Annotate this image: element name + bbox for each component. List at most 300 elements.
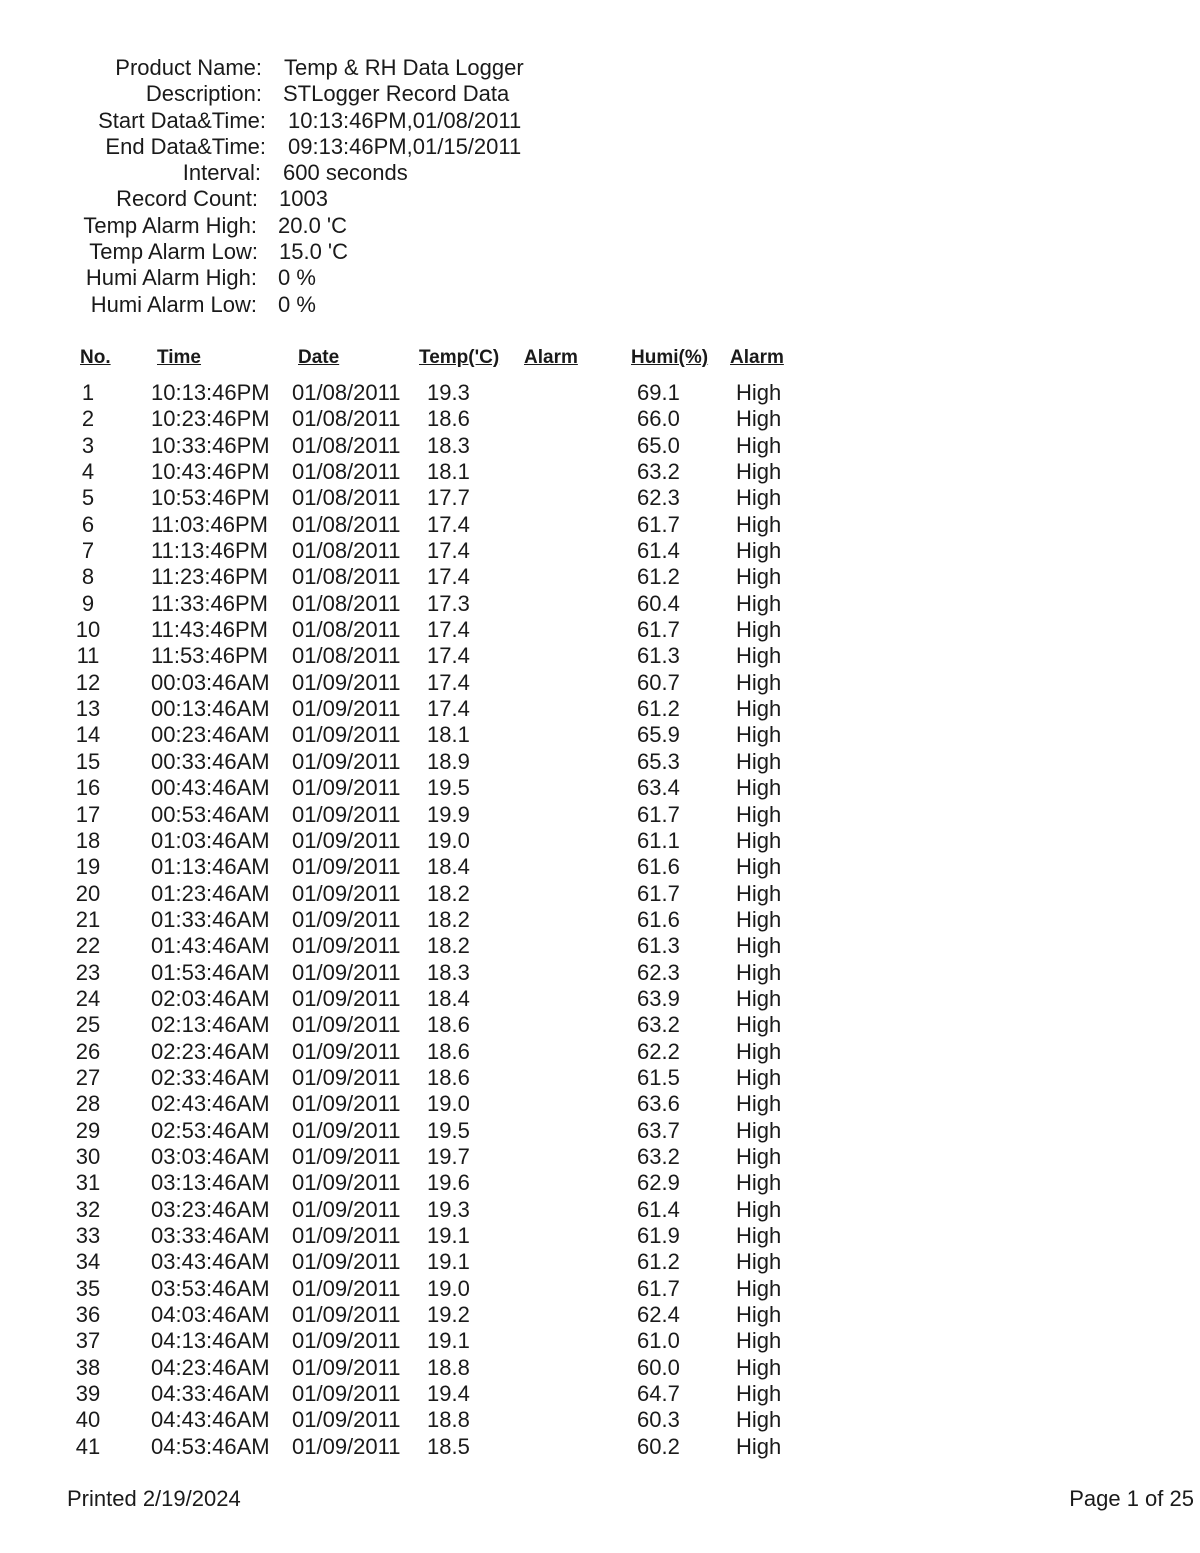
meta-row [0, 186, 700, 212]
cell-time: 11:33:46PM [151, 590, 269, 616]
table-row [0, 907, 900, 933]
header-no: No. [80, 347, 111, 368]
cell-date: 01/09/2011 [292, 1354, 401, 1380]
meta-row [0, 213, 700, 239]
meta-row [0, 160, 700, 186]
cell-date: 01/08/2011 [292, 485, 401, 511]
cell-humi: 61.0 [637, 1328, 680, 1354]
cell-time: 02:03:46AM [151, 985, 270, 1011]
cell-time: 02:33:46AM [151, 1064, 270, 1090]
cell-no: 27 [75, 1064, 101, 1090]
cell-date: 01/09/2011 [292, 1381, 401, 1407]
cell-no: 31 [75, 1170, 101, 1196]
cell-time: 10:43:46PM [151, 459, 270, 485]
cell-humi: 63.2 [637, 1012, 680, 1038]
cell-humi-alarm: High [736, 1381, 782, 1407]
cell-humi-alarm: High [736, 1170, 782, 1196]
cell-humi: 63.6 [637, 1091, 680, 1117]
cell-humi: 62.9 [637, 1170, 680, 1196]
cell-time: 04:13:46AM [151, 1328, 270, 1354]
cell-humi-alarm: High [736, 1249, 782, 1275]
cell-date: 01/09/2011 [292, 854, 401, 880]
cell-no: 1 [81, 380, 95, 405]
table-row [0, 617, 900, 643]
cell-no: 34 [75, 1249, 101, 1275]
meta-value: STLogger Record Data [283, 81, 510, 107]
table-row [0, 802, 900, 828]
cell-temp: 19.1 [427, 1328, 470, 1354]
cell-no: 7 [81, 538, 95, 564]
cell-humi: 60.3 [637, 1407, 680, 1433]
cell-time: 11:23:46PM [151, 564, 269, 590]
table-row [0, 433, 900, 459]
cell-no: 38 [75, 1354, 101, 1380]
cell-no: 36 [75, 1302, 101, 1328]
cell-no: 14 [75, 722, 101, 748]
cell-no: 37 [75, 1328, 101, 1354]
cell-humi-alarm: High [736, 775, 782, 801]
meta-label: Start Data&Time: [98, 107, 266, 133]
cell-time: 03:53:46AM [151, 1275, 270, 1301]
cell-no: 30 [75, 1143, 101, 1169]
cell-humi-alarm: High [736, 1407, 782, 1433]
meta-label: Temp Alarm Low: [89, 239, 258, 265]
meta-value: 10:13:46PM,01/08/2011 [288, 107, 522, 133]
cell-temp: 17.4 [427, 538, 470, 564]
cell-temp: 19.9 [427, 801, 470, 827]
table-row [0, 749, 900, 775]
cell-temp: 17.4 [427, 669, 470, 695]
table-row [0, 1381, 900, 1407]
meta-row [0, 55, 700, 81]
records-table [0, 347, 900, 1459]
cell-temp: 18.6 [427, 1012, 470, 1038]
cell-no: 19 [75, 854, 101, 880]
cell-humi-alarm: High [736, 1064, 782, 1090]
cell-humi-alarm: High [736, 1117, 782, 1143]
cell-no: 5 [81, 485, 95, 511]
meta-label: End Data&Time: [105, 133, 266, 159]
cell-humi: 61.7 [637, 1275, 680, 1301]
cell-humi-alarm: High [736, 880, 782, 906]
cell-humi-alarm: High [736, 432, 782, 458]
meta-label: Product Name: [115, 55, 262, 80]
meta-row [0, 81, 700, 107]
cell-no: 2 [81, 406, 95, 432]
meta-label: Temp Alarm High: [83, 212, 257, 238]
cell-no: 26 [75, 1038, 101, 1064]
cell-time: 10:53:46PM [151, 485, 270, 511]
meta-value: 15.0 'C [279, 239, 349, 265]
cell-no: 22 [75, 933, 101, 959]
meta-value: Temp & RH Data Logger [284, 55, 524, 80]
meta-value: 0 % [278, 291, 316, 317]
cell-humi: 61.6 [637, 854, 680, 880]
cell-date: 01/08/2011 [292, 617, 401, 643]
table-row [0, 643, 900, 669]
cell-date: 01/09/2011 [292, 1064, 401, 1090]
cell-humi-alarm: High [736, 1038, 782, 1064]
header-temp-alarm: Alarm [524, 347, 578, 368]
table-row [0, 933, 900, 959]
cell-time: 11:43:46PM [151, 617, 269, 643]
cell-time: 01:53:46AM [151, 959, 270, 985]
cell-time: 04:53:46AM [151, 1433, 270, 1459]
cell-temp: 18.2 [427, 906, 470, 932]
cell-humi-alarm: High [736, 459, 782, 485]
cell-no: 12 [75, 669, 101, 695]
cell-date: 01/08/2011 [292, 459, 401, 485]
cell-temp: 19.2 [427, 1302, 470, 1328]
cell-temp: 18.1 [427, 459, 470, 485]
cell-temp: 18.1 [427, 722, 470, 748]
cell-no: 32 [75, 1196, 101, 1222]
cell-time: 00:53:46AM [151, 801, 270, 827]
cell-time: 01:43:46AM [151, 933, 270, 959]
cell-humi-alarm: High [736, 1433, 782, 1459]
cell-temp: 18.8 [427, 1407, 470, 1433]
cell-no: 9 [81, 590, 95, 616]
cell-humi-alarm: High [736, 748, 782, 774]
cell-no: 39 [75, 1381, 101, 1407]
cell-date: 01/09/2011 [292, 669, 401, 695]
printed-date: Printed 2/19/2024 [67, 1486, 241, 1511]
cell-temp: 17.4 [427, 617, 470, 643]
table-row [0, 564, 900, 590]
table-row [0, 986, 900, 1012]
cell-time: 00:33:46AM [151, 748, 270, 774]
cell-humi: 64.7 [637, 1381, 680, 1407]
table-row [0, 722, 900, 748]
cell-no: 3 [81, 432, 95, 458]
table-row [0, 1144, 900, 1170]
cell-humi: 63.2 [637, 1143, 680, 1169]
cell-time: 02:43:46AM [151, 1091, 270, 1117]
cell-humi-alarm: High [736, 590, 782, 616]
cell-date: 01/08/2011 [292, 538, 401, 564]
cell-date: 01/09/2011 [292, 1038, 401, 1064]
cell-temp: 19.1 [427, 1223, 470, 1248]
cell-humi-alarm: High [736, 801, 782, 827]
table-row [0, 854, 900, 880]
cell-temp: 18.2 [427, 933, 470, 959]
cell-humi-alarm: High [736, 564, 782, 590]
cell-humi-alarm: High [736, 959, 782, 985]
cell-no: 29 [75, 1117, 101, 1143]
cell-date: 01/09/2011 [292, 696, 401, 722]
cell-humi-alarm: High [736, 643, 782, 669]
table-row [0, 828, 900, 854]
cell-temp: 19.0 [427, 1091, 470, 1117]
cell-no: 25 [75, 1012, 101, 1038]
table-row [0, 380, 900, 406]
table-row [0, 1355, 900, 1381]
cell-no: 10 [75, 617, 101, 643]
cell-humi-alarm: High [736, 538, 782, 564]
cell-humi-alarm: High [736, 696, 782, 722]
table-row [0, 696, 900, 722]
cell-humi: 66.0 [637, 406, 680, 432]
cell-no: 8 [81, 564, 95, 590]
cell-humi-alarm: High [736, 1196, 782, 1222]
cell-no: 6 [81, 511, 95, 537]
table-row [0, 1302, 900, 1328]
cell-humi: 61.2 [637, 696, 680, 722]
cell-no: 11 [76, 643, 100, 669]
cell-humi-alarm: High [736, 854, 782, 880]
cell-humi: 61.9 [637, 1223, 680, 1248]
cell-date: 01/08/2011 [292, 432, 401, 458]
cell-humi: 63.4 [637, 775, 680, 801]
cell-date: 01/09/2011 [292, 1328, 401, 1354]
cell-humi-alarm: High [736, 1275, 782, 1301]
cell-time: 10:33:46PM [151, 432, 270, 458]
cell-date: 01/08/2011 [292, 564, 401, 590]
cell-date: 01/09/2011 [292, 1407, 401, 1433]
table-row [0, 1118, 900, 1144]
meta-value: 20.0 'C [278, 212, 348, 238]
cell-no: 4 [81, 459, 95, 485]
page-footer [0, 1486, 1200, 1516]
cell-date: 01/09/2011 [292, 1196, 401, 1222]
header-humi-alarm: Alarm [730, 347, 784, 368]
cell-time: 01:23:46AM [151, 880, 270, 906]
cell-humi-alarm: High [736, 1328, 782, 1354]
table-row [0, 1012, 900, 1038]
cell-humi: 65.3 [637, 748, 680, 774]
cell-humi: 61.1 [637, 827, 680, 853]
cell-time: 01:13:46AM [151, 854, 270, 880]
table-row [0, 512, 900, 538]
cell-humi-alarm: High [736, 933, 782, 959]
meta-value: 09:13:46PM,01/15/2011 [288, 133, 522, 159]
header-temp: Temp('C) [419, 347, 500, 368]
cell-date: 01/09/2011 [292, 959, 401, 985]
cell-no: 41 [75, 1433, 101, 1459]
cell-no: 17 [75, 801, 101, 827]
meta-row [0, 292, 700, 318]
cell-no: 40 [75, 1407, 101, 1433]
cell-humi-alarm: High [736, 1091, 782, 1117]
cell-humi-alarm: High [736, 669, 782, 695]
cell-temp: 18.8 [427, 1354, 470, 1380]
cell-no: 35 [75, 1275, 101, 1301]
header-date: Date [298, 347, 340, 368]
cell-no: 33 [75, 1223, 101, 1248]
cell-time: 00:23:46AM [151, 722, 270, 748]
cell-date: 01/09/2011 [292, 722, 401, 748]
table-row [0, 459, 900, 485]
cell-humi: 60.2 [637, 1433, 680, 1459]
cell-no: 18 [75, 827, 101, 853]
cell-time: 02:13:46AM [151, 1012, 270, 1038]
cell-temp: 17.4 [427, 643, 470, 669]
cell-humi: 62.2 [637, 1038, 680, 1064]
cell-date: 01/08/2011 [292, 380, 401, 405]
cell-time: 03:23:46AM [151, 1196, 270, 1222]
cell-time: 04:23:46AM [151, 1354, 270, 1380]
cell-humi: 61.4 [637, 538, 680, 564]
cell-date: 01/09/2011 [292, 933, 401, 959]
cell-temp: 19.5 [427, 1117, 470, 1143]
cell-no: 21 [75, 906, 101, 932]
meta-row [0, 265, 700, 291]
table-row [0, 775, 900, 801]
cell-humi: 62.4 [637, 1302, 680, 1328]
cell-temp: 18.5 [427, 1433, 470, 1459]
cell-date: 01/09/2011 [292, 1012, 401, 1038]
cell-humi: 65.9 [637, 722, 680, 748]
meta-value: 600 seconds [283, 160, 408, 186]
cell-temp: 18.3 [427, 959, 470, 985]
cell-date: 01/08/2011 [292, 511, 401, 537]
cell-time: 03:03:46AM [151, 1143, 270, 1169]
cell-time: 03:43:46AM [151, 1249, 270, 1275]
cell-date: 01/08/2011 [292, 406, 401, 432]
cell-time: 00:03:46AM [151, 669, 270, 695]
cell-humi: 63.7 [637, 1117, 680, 1143]
cell-date: 01/08/2011 [292, 643, 401, 669]
cell-humi-alarm: High [736, 380, 782, 405]
cell-date: 01/09/2011 [292, 880, 401, 906]
cell-humi: 61.7 [637, 801, 680, 827]
cell-humi-alarm: High [736, 485, 782, 511]
cell-temp: 17.4 [427, 696, 470, 722]
table-row [0, 1065, 900, 1091]
cell-humi: 60.7 [637, 669, 680, 695]
cell-date: 01/09/2011 [292, 748, 401, 774]
cell-humi-alarm: High [736, 1302, 782, 1328]
page-number: Page 1 of 25 [1069, 1486, 1194, 1511]
cell-date: 01/09/2011 [292, 827, 401, 853]
table-body [0, 380, 900, 1460]
cell-temp: 19.4 [427, 1381, 470, 1407]
meta-label: Interval: [182, 160, 261, 186]
cell-time: 04:43:46AM [151, 1407, 270, 1433]
cell-humi: 60.4 [637, 590, 680, 616]
cell-time: 04:03:46AM [151, 1302, 270, 1328]
cell-temp: 19.7 [427, 1143, 470, 1169]
cell-humi-alarm: High [736, 511, 782, 537]
table-row [0, 1223, 900, 1249]
cell-time: 04:33:46AM [151, 1381, 270, 1407]
cell-no: 28 [75, 1091, 101, 1117]
cell-temp: 19.0 [427, 827, 470, 853]
cell-time: 10:13:46PM [151, 380, 270, 405]
meta-label: Description: [145, 81, 262, 107]
table-header [0, 347, 900, 379]
cell-temp: 19.3 [427, 380, 470, 405]
cell-temp: 17.7 [427, 485, 470, 511]
cell-date: 01/09/2011 [292, 1170, 401, 1196]
table-row [0, 1091, 900, 1117]
meta-row [0, 239, 700, 265]
cell-no: 16 [75, 775, 101, 801]
cell-date: 01/09/2011 [292, 775, 401, 801]
cell-humi: 69.1 [637, 380, 680, 405]
cell-humi: 61.2 [637, 1249, 680, 1275]
cell-temp: 18.4 [427, 985, 470, 1011]
table-row [0, 406, 900, 432]
cell-humi: 62.3 [637, 485, 680, 511]
meta-value: 0 % [278, 265, 316, 291]
table-row [0, 1249, 900, 1275]
cell-humi: 61.7 [637, 511, 680, 537]
cell-temp: 18.6 [427, 1038, 470, 1064]
cell-date: 01/09/2011 [292, 801, 401, 827]
cell-time: 01:03:46AM [151, 827, 270, 853]
cell-humi-alarm: High [736, 906, 782, 932]
cell-humi-alarm: High [736, 1354, 782, 1380]
cell-date: 01/09/2011 [292, 1143, 401, 1169]
table-row [0, 1276, 900, 1302]
cell-temp: 17.4 [427, 564, 470, 590]
cell-time: 03:33:46AM [151, 1223, 270, 1248]
cell-temp: 18.6 [427, 1064, 470, 1090]
cell-no: 20 [75, 880, 101, 906]
cell-humi-alarm: High [736, 722, 782, 748]
cell-humi-alarm: High [736, 617, 782, 643]
cell-temp: 19.3 [427, 1196, 470, 1222]
cell-time: 00:43:46AM [151, 775, 270, 801]
cell-no: 23 [75, 959, 101, 985]
cell-no: 24 [75, 985, 101, 1011]
cell-temp: 19.0 [427, 1275, 470, 1301]
cell-temp: 18.3 [427, 432, 470, 458]
cell-time: 11:03:46PM [151, 511, 269, 537]
cell-humi: 63.9 [637, 985, 680, 1011]
cell-temp: 18.2 [427, 880, 470, 906]
cell-date: 01/09/2011 [292, 1223, 401, 1248]
table-row [0, 1039, 900, 1065]
cell-humi-alarm: High [736, 827, 782, 853]
cell-time: 00:13:46AM [151, 696, 270, 722]
cell-humi: 61.3 [637, 643, 680, 669]
cell-date: 01/09/2011 [292, 1433, 401, 1459]
cell-time: 11:13:46PM [151, 538, 269, 564]
cell-no: 13 [75, 696, 101, 722]
table-row [0, 485, 900, 511]
cell-humi-alarm: High [736, 985, 782, 1011]
meta-label: Humi Alarm High: [85, 265, 257, 291]
cell-humi: 63.2 [637, 459, 680, 485]
cell-humi: 61.3 [637, 933, 680, 959]
cell-humi: 65.0 [637, 432, 680, 458]
table-row [0, 670, 900, 696]
header-time: Time [157, 347, 202, 368]
cell-temp: 19.6 [427, 1170, 470, 1196]
table-row [0, 1197, 900, 1223]
meta-value: 1003 [279, 186, 328, 212]
cell-temp: 18.6 [427, 406, 470, 432]
table-row [0, 960, 900, 986]
header-humi: Humi(%) [631, 347, 709, 368]
table-row [0, 591, 900, 617]
table-row [0, 1170, 900, 1196]
cell-humi: 61.7 [637, 880, 680, 906]
cell-humi-alarm: High [736, 1012, 782, 1038]
cell-temp: 18.9 [427, 748, 470, 774]
cell-no: 15 [75, 748, 101, 774]
meta-row [0, 108, 700, 134]
cell-date: 01/09/2011 [292, 1249, 401, 1275]
cell-humi: 61.6 [637, 906, 680, 932]
cell-date: 01/09/2011 [292, 1117, 401, 1143]
cell-date: 01/09/2011 [292, 1275, 401, 1301]
table-row [0, 538, 900, 564]
cell-temp: 19.5 [427, 775, 470, 801]
cell-date: 01/09/2011 [292, 906, 401, 932]
